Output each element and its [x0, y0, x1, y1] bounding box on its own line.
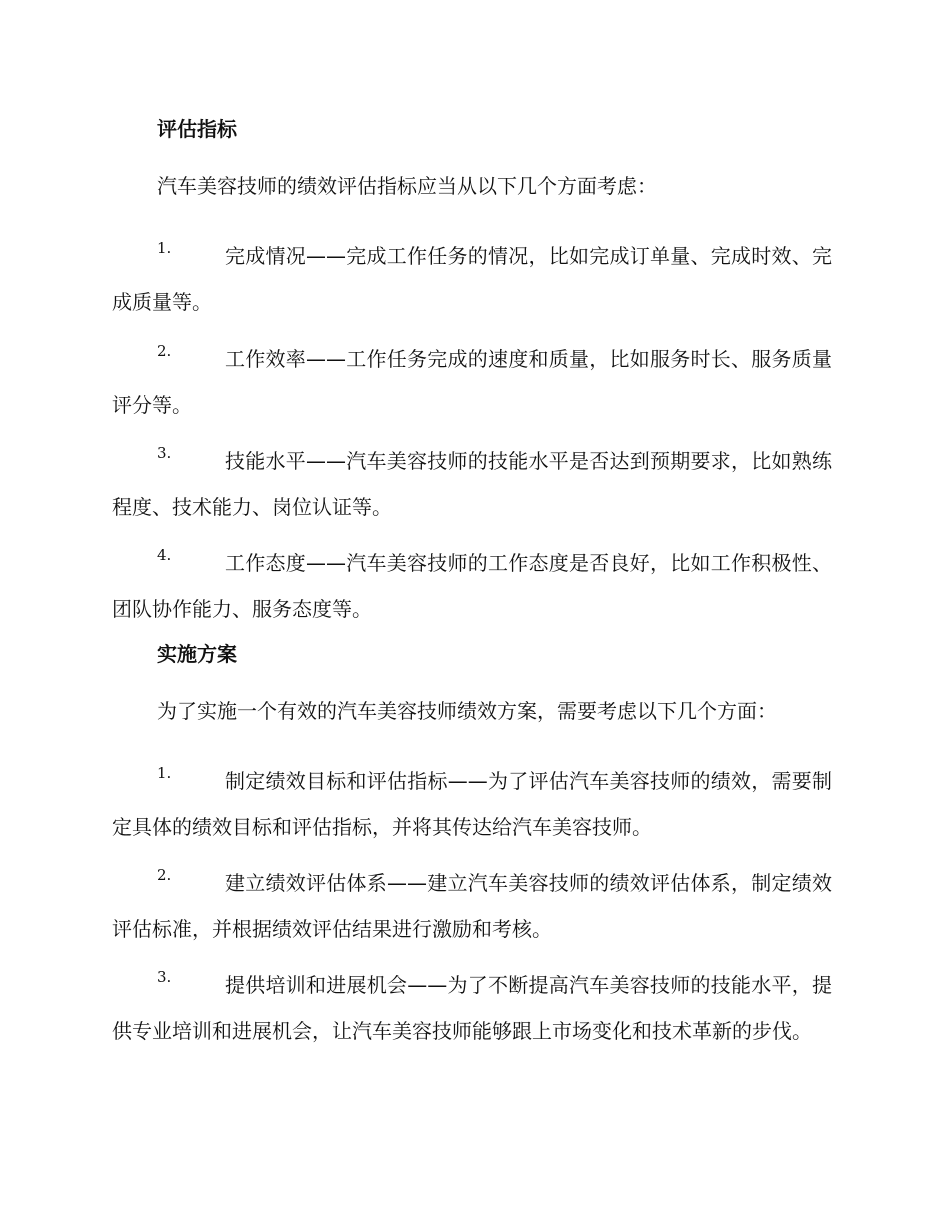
- list-item-number: 2.: [157, 866, 172, 884]
- section-intro-evaluation-metrics: 汽车美容技师的绩效评估指标应当从以下几个方面考虑：: [157, 174, 657, 198]
- list-item-text: 制定绩效目标和评估指标——为了评估汽车美容技师的绩效，需要制定具体的绩效目标和评估指标，并将其传达给汽车美容技师。: [112, 769, 832, 839]
- list-item-number: 3.: [157, 444, 172, 462]
- list-item: [112, 962, 832, 1054]
- list-item-text: 提供培训和进展机会——为了不断提高汽车美容技师的技能水平，提供专业培训和进展机会，让汽车美容技师能够跟上市场变化和技术革新的步伐。: [112, 973, 832, 1043]
- list-item-number: 2.: [157, 342, 172, 360]
- list-item: [112, 540, 832, 632]
- list-item-number: 3.: [157, 968, 172, 986]
- list-item-number: 1.: [157, 239, 172, 257]
- list-item: [112, 758, 832, 850]
- list-item-number: 1.: [157, 764, 172, 782]
- list-item-text: 工作态度——汽车美容技师的工作态度是否良好，比如工作积极性、团队协作能力、服务态度等。: [112, 551, 832, 621]
- list-item-text: 完成情况——完成工作任务的情况，比如完成订单量、完成时效、完成质量等。: [112, 244, 832, 314]
- list-item-text: 工作效率——工作任务完成的速度和质量，比如服务时长、服务质量评分等。: [112, 347, 832, 417]
- list-item-text: 技能水平——汽车美容技师的技能水平是否达到预期要求，比如熟练程度、技术能力、岗位认证等。: [112, 449, 832, 519]
- list-item: [112, 438, 832, 530]
- list-item: [112, 233, 832, 325]
- list-item-text: 建立绩效评估体系——建立汽车美容技师的绩效评估体系，制定绩效评估标准，并根据绩效评估结果进行激励和考核。: [112, 871, 832, 941]
- list-item-number: 4.: [157, 546, 172, 564]
- section-heading-implementation-plan: 实施方案: [157, 642, 237, 666]
- section-heading-evaluation-metrics: 评估指标: [157, 117, 237, 141]
- section-intro-implementation-plan: 为了实施一个有效的汽车美容技师绩效方案，需要考虑以下几个方面：: [157, 699, 777, 723]
- list-item: [112, 336, 832, 428]
- list-item: [112, 860, 832, 952]
